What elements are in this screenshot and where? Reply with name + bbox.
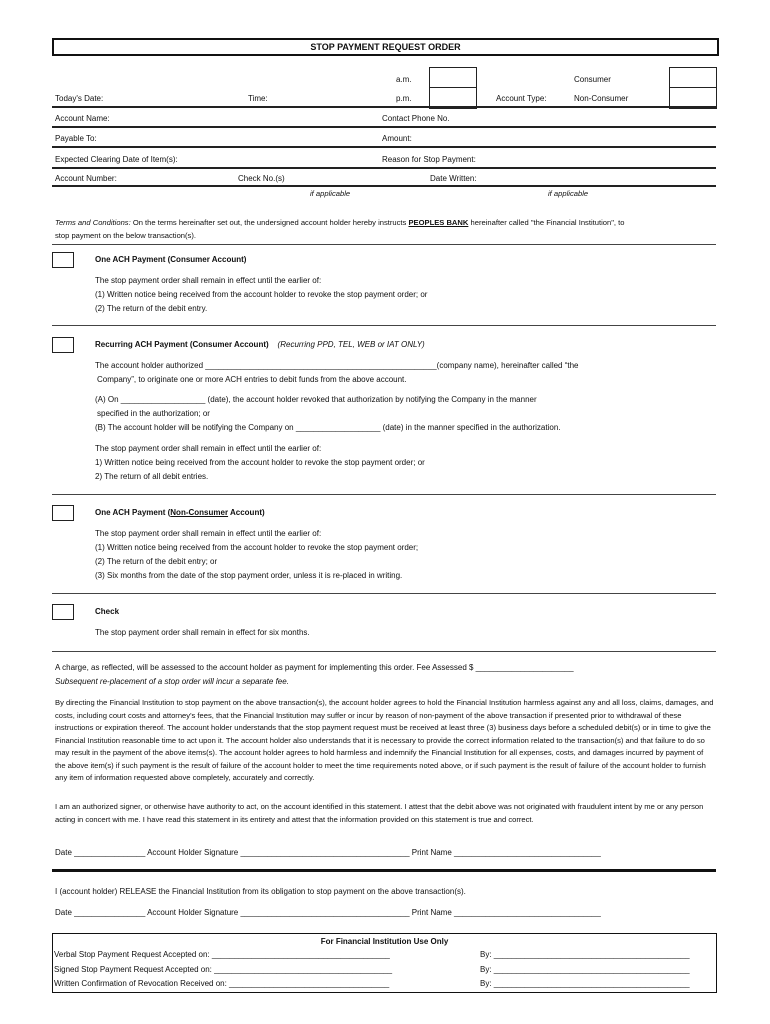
- section-title-part: One ACH Payment (: [95, 508, 171, 517]
- section-text: 2) The return of all debit entries.: [95, 472, 209, 481]
- fi-row-verbal[interactable]: Verbal Stop Payment Request Accepted on: ________________________________________: [54, 950, 390, 959]
- recurring-ach-checkbox[interactable]: [52, 337, 74, 353]
- terms-lead: Terms and Conditions:: [55, 218, 131, 227]
- time-label: Time:: [248, 94, 268, 103]
- fi-by-2[interactable]: By: ____________________________________________: [480, 965, 690, 974]
- account-name-label: Account Name:: [55, 114, 110, 123]
- check-no-label: Check No.(s): [238, 174, 285, 183]
- section-text: Company”, to originate one or more ACH entries to debit funds from the above account.: [97, 375, 407, 384]
- divider: [52, 146, 716, 148]
- account-number-label: Account Number:: [55, 174, 117, 183]
- section-text: (1) Written notice being received from the account holder to revoke the stop payment order;: [95, 543, 419, 552]
- terms-line-2: stop payment on the below transaction(s).: [55, 231, 196, 240]
- am-label: a.m.: [396, 75, 412, 84]
- pm-label: p.m.: [396, 94, 412, 103]
- signature-line[interactable]: Date ________________ Account Holder Signature ______________________________________ Print Name _________________________________: [55, 848, 601, 857]
- section-text: The account holder authorized ____________________________________________________(company name), hereinafter called “the: [95, 361, 579, 370]
- section-text: (A) On ___________________ (date), the account holder revoked that authorization by notifying the Company in the manner: [95, 395, 537, 404]
- date-written-label: Date Written:: [430, 174, 477, 183]
- section-text: The stop payment order shall remain in effect until the earlier of:: [95, 276, 322, 285]
- section-text: The stop payment order shall remain in effect until the earlier of:: [95, 529, 322, 538]
- one-ach-non-consumer-checkbox[interactable]: [52, 505, 74, 521]
- if-applicable-note: if applicable: [548, 189, 589, 198]
- section-title-part: Account): [228, 508, 265, 517]
- terms-text: hereinafter called "the Financial Institution", to: [468, 218, 625, 227]
- divider: [52, 869, 716, 872]
- todays-date-label: Today's Date:: [55, 94, 104, 103]
- amount-label: Amount:: [382, 134, 412, 143]
- fi-by-3[interactable]: By: ____________________________________________: [480, 979, 690, 988]
- form-title: STOP PAYMENT REQUEST ORDER: [52, 38, 719, 56]
- consumer-label: Consumer: [574, 75, 611, 84]
- section-text: (3) Six months from the date of the stop payment order, unless it is re-placed in writing.: [95, 571, 403, 580]
- divider: [52, 185, 716, 187]
- section-note: (Recurring PPD, TEL, WEB or IAT ONLY): [277, 340, 425, 349]
- section-text: (B) The account holder will be notifying the Company on ___________________ (date) in the manner specified in the authorization.: [95, 423, 561, 432]
- account-type-label: Account Type:: [496, 94, 547, 103]
- release-statement: I (account holder) RELEASE the Financial Institution from its obligation to stop payment on the above transaction(s).: [55, 887, 466, 896]
- section-text: (1) Written notice being received from the account holder to revoke the stop payment order; or: [95, 290, 428, 299]
- divider: [52, 126, 716, 128]
- am-checkbox[interactable]: [429, 67, 477, 89]
- section-title-part: Non-Consumer: [170, 508, 229, 517]
- terms-line-1: [55, 218, 624, 227]
- if-applicable-note: if applicable: [310, 189, 351, 198]
- section-text: 1) Written notice being received from the account holder to revoke the stop payment order; or: [95, 458, 425, 467]
- fi-by-1[interactable]: By: ____________________________________________: [480, 950, 690, 959]
- fi-row-signed[interactable]: Signed Stop Payment Request Accepted on: ________________________________________: [54, 965, 393, 974]
- signature-line-2[interactable]: Date ________________ Account Holder Signature ______________________________________ Print Name _________________________________: [55, 908, 601, 917]
- section-title: Check: [95, 607, 120, 616]
- non-consumer-label: Non-Consumer: [574, 94, 629, 103]
- divider: [52, 593, 716, 594]
- fee-line: A charge, as reflected, will be assessed to the account holder as payment for implementing this order. Fee Assessed $ ______________________: [55, 663, 574, 672]
- fi-use-title: For Financial Institution Use Only: [320, 937, 449, 946]
- section-text: (2) The return of the debit entry.: [95, 304, 208, 313]
- fee-note: Subsequent re-placement of a stop order will incur a separate fee.: [55, 677, 289, 686]
- divider: [52, 167, 716, 169]
- consumer-checkbox[interactable]: [669, 67, 717, 89]
- section-text: specified in the authorization; or: [97, 409, 210, 418]
- payable-to-label: Payable To:: [55, 134, 97, 143]
- section-text: The stop payment order shall remain in effect until the earlier of:: [95, 444, 322, 453]
- section-title: Recurring ACH Payment (Consumer Account): [95, 340, 269, 349]
- section-text: (2) The return of the debit entry; or: [95, 557, 218, 566]
- divider: [52, 494, 716, 495]
- expected-clearing-label: Expected Clearing Date of Item(s):: [55, 155, 178, 164]
- divider: [52, 651, 716, 652]
- reason-label: Reason for Stop Payment:: [382, 155, 476, 164]
- divider: [52, 325, 716, 326]
- one-ach-consumer-checkbox[interactable]: [52, 252, 74, 268]
- divider: [52, 106, 716, 108]
- section-title-row: [95, 340, 425, 349]
- section-title: One ACH Payment (Consumer Account): [95, 255, 247, 264]
- terms-text: On the terms hereinafter set out, the undersigned account holder hereby instructs: [130, 218, 409, 227]
- indemnity-paragraph: By directing the Financial Institution to stop payment on the above transaction(s), the account holder agrees to hold the Financial Institution harmless against any and all loss, claims, damages, and costs, including court costs and attorney's fees, that the Financial Institution may suffer or incur by reason of non-payment of the above transaction if presented prior to withdrawal of these instructions or expiration thereof. The account holder understands that the stop payment request must be received at least three (3) business days before a scheduled debit(s) or in time to give the Financial Institution reasonable time to act upon it. The account holder also understands that it is necessary to provide the correct information related to the transaction(s) and that failure to do so may result in the payment of the above items(s). The account holder agrees to hold harmless and indemnify the Financial Institution for all expenses, costs, and damages incurred by payment of the above item(s) if such payment is the result of failure of the account holder to meet the time requirements noted above, or if such payment is the result of failure of the account holder to furnish any item of information requested above completely, accurately and correctly.: [55, 698, 714, 782]
- contact-phone-label: Contact Phone No.: [382, 114, 450, 123]
- bank-name: PEOPLES BANK: [408, 218, 469, 227]
- section-text: The stop payment order shall remain in effect for six months.: [95, 628, 310, 637]
- fi-row-written[interactable]: Written Confirmation of Revocation Received on: ____________________________________: [54, 979, 390, 988]
- section-title: [95, 508, 265, 517]
- attestation-paragraph: I am an authorized signer, or otherwise have authority to act, on the account identified in this statement. I attest that the debit above was not originated with fraudulent intent by me or any person acting in concert with me. I have read this statement in its entirety and attest that the information provided on this statement is true and correct.: [55, 802, 704, 824]
- divider: [52, 244, 716, 245]
- check-checkbox[interactable]: [52, 604, 74, 620]
